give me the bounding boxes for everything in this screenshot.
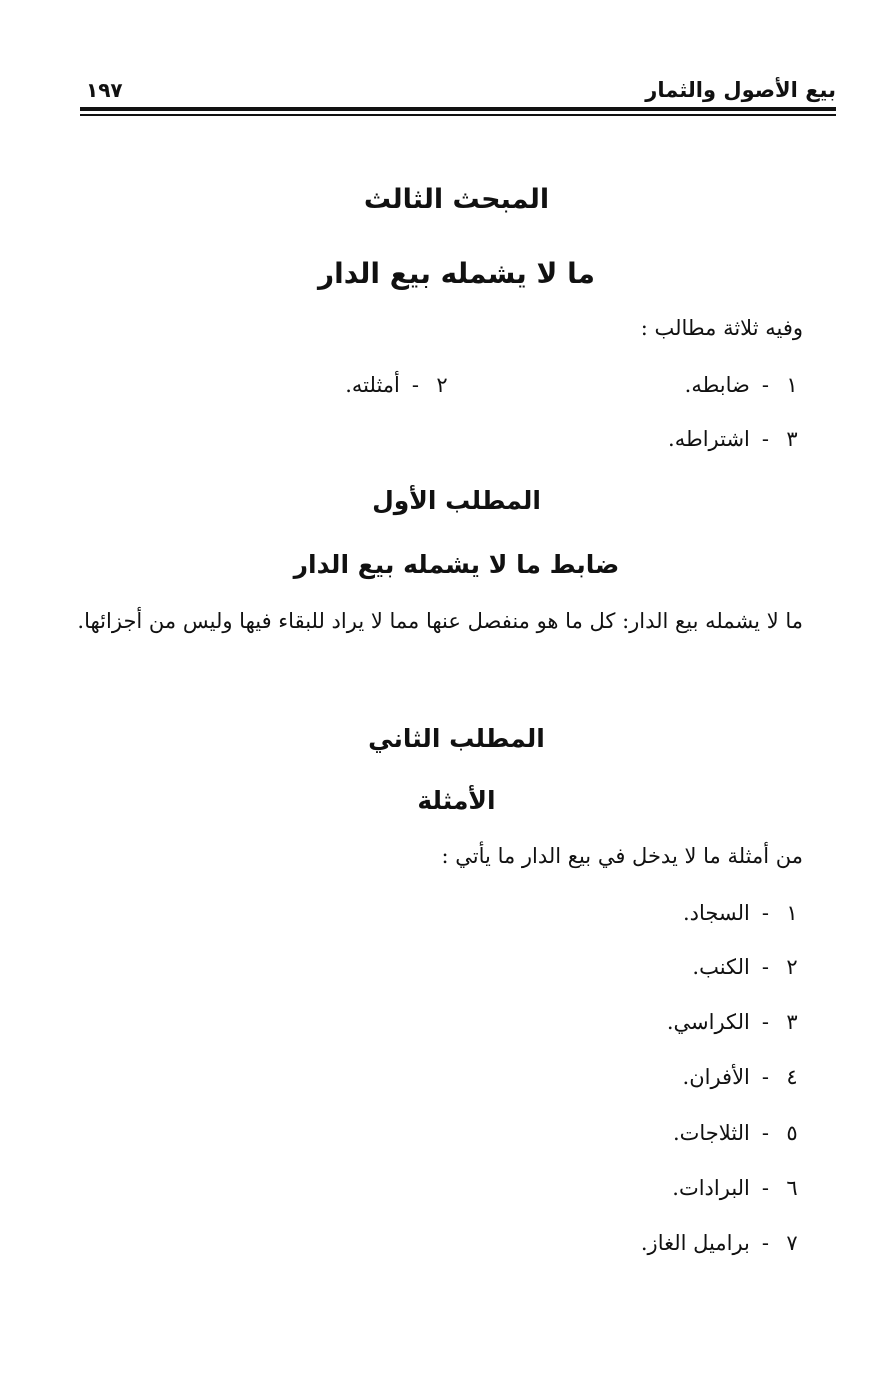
- dash: -: [761, 1121, 769, 1145]
- example-item-text: الأفران.: [682, 1065, 750, 1089]
- dash: -: [411, 373, 419, 397]
- example-item-text: براميل الغاز.: [640, 1231, 750, 1255]
- toc-item-text: اشتراطه.: [668, 427, 750, 451]
- example-item-6: [672, 1172, 803, 1204]
- example-item-number: ٥: [786, 1121, 798, 1145]
- matlab1-paragraph: ما لا يشمله بيع الدار: كل ما هو منفصل عنها مما لا يراد للبقاء فيها وليس من أجزائها.: [77, 609, 803, 633]
- section-subtitle: ما لا يشمله بيع الدار: [318, 257, 595, 290]
- toc-item-text: أمثلته.: [345, 373, 400, 397]
- page-number: ١٩٧: [86, 78, 123, 102]
- example-item-number: ٣: [786, 1010, 798, 1034]
- matlab1-title: المطلب الأول: [372, 486, 541, 515]
- header-rule-thin: [80, 114, 836, 116]
- example-item-5: [673, 1117, 803, 1149]
- dash: -: [761, 427, 769, 451]
- running-header: [80, 70, 836, 110]
- matlab1-subtitle: ضابط ما لا يشمله بيع الدار: [293, 550, 620, 579]
- example-item-text: السجاد.: [682, 901, 750, 925]
- dash: -: [761, 901, 769, 925]
- example-item-number: ٦: [786, 1176, 798, 1200]
- toc-item-number: ١: [786, 373, 798, 397]
- example-item-3: [667, 1006, 803, 1038]
- dash: -: [761, 1176, 769, 1200]
- example-item-number: ٧: [786, 1231, 798, 1255]
- example-item-7: [641, 1227, 803, 1259]
- matlab2-intro: من أمثلة ما لا يدخل في بيع الدار ما يأتي :: [441, 844, 803, 868]
- example-item-2: [692, 951, 803, 983]
- header-rule-thick: [80, 107, 836, 111]
- dash: -: [761, 1010, 769, 1034]
- example-item-text: الثلاجات.: [672, 1121, 750, 1145]
- example-item-text: البرادات.: [672, 1176, 750, 1200]
- matlab2-title: المطلب الثاني: [368, 724, 545, 753]
- dash: -: [761, 373, 769, 397]
- dash: -: [761, 1231, 769, 1255]
- matlab2-subtitle: الأمثلة: [417, 786, 496, 815]
- toc-item-text: ضابطه.: [684, 373, 750, 397]
- toc-item-2: [345, 369, 453, 401]
- example-item-number: ٢: [786, 955, 798, 979]
- example-item-text: الكنب.: [692, 955, 750, 979]
- section-title: المبحث الثالث: [363, 184, 550, 215]
- example-item-text: الكراسي.: [666, 1010, 750, 1034]
- example-item-number: ٤: [786, 1065, 798, 1089]
- toc-item-1: [685, 369, 803, 401]
- example-item-4: [683, 1061, 803, 1093]
- toc-item-3: [668, 423, 803, 455]
- toc-item-number: ٣: [786, 427, 798, 451]
- example-item-number: ١: [786, 901, 798, 925]
- section-intro: وفيه ثلاثة مطالب :: [640, 316, 803, 340]
- example-item-1: [683, 897, 803, 929]
- dash: -: [761, 1065, 769, 1089]
- toc-item-number: ٢: [436, 373, 448, 397]
- dash: -: [761, 955, 769, 979]
- running-header-title: بيع الأصول والثمار: [645, 78, 836, 102]
